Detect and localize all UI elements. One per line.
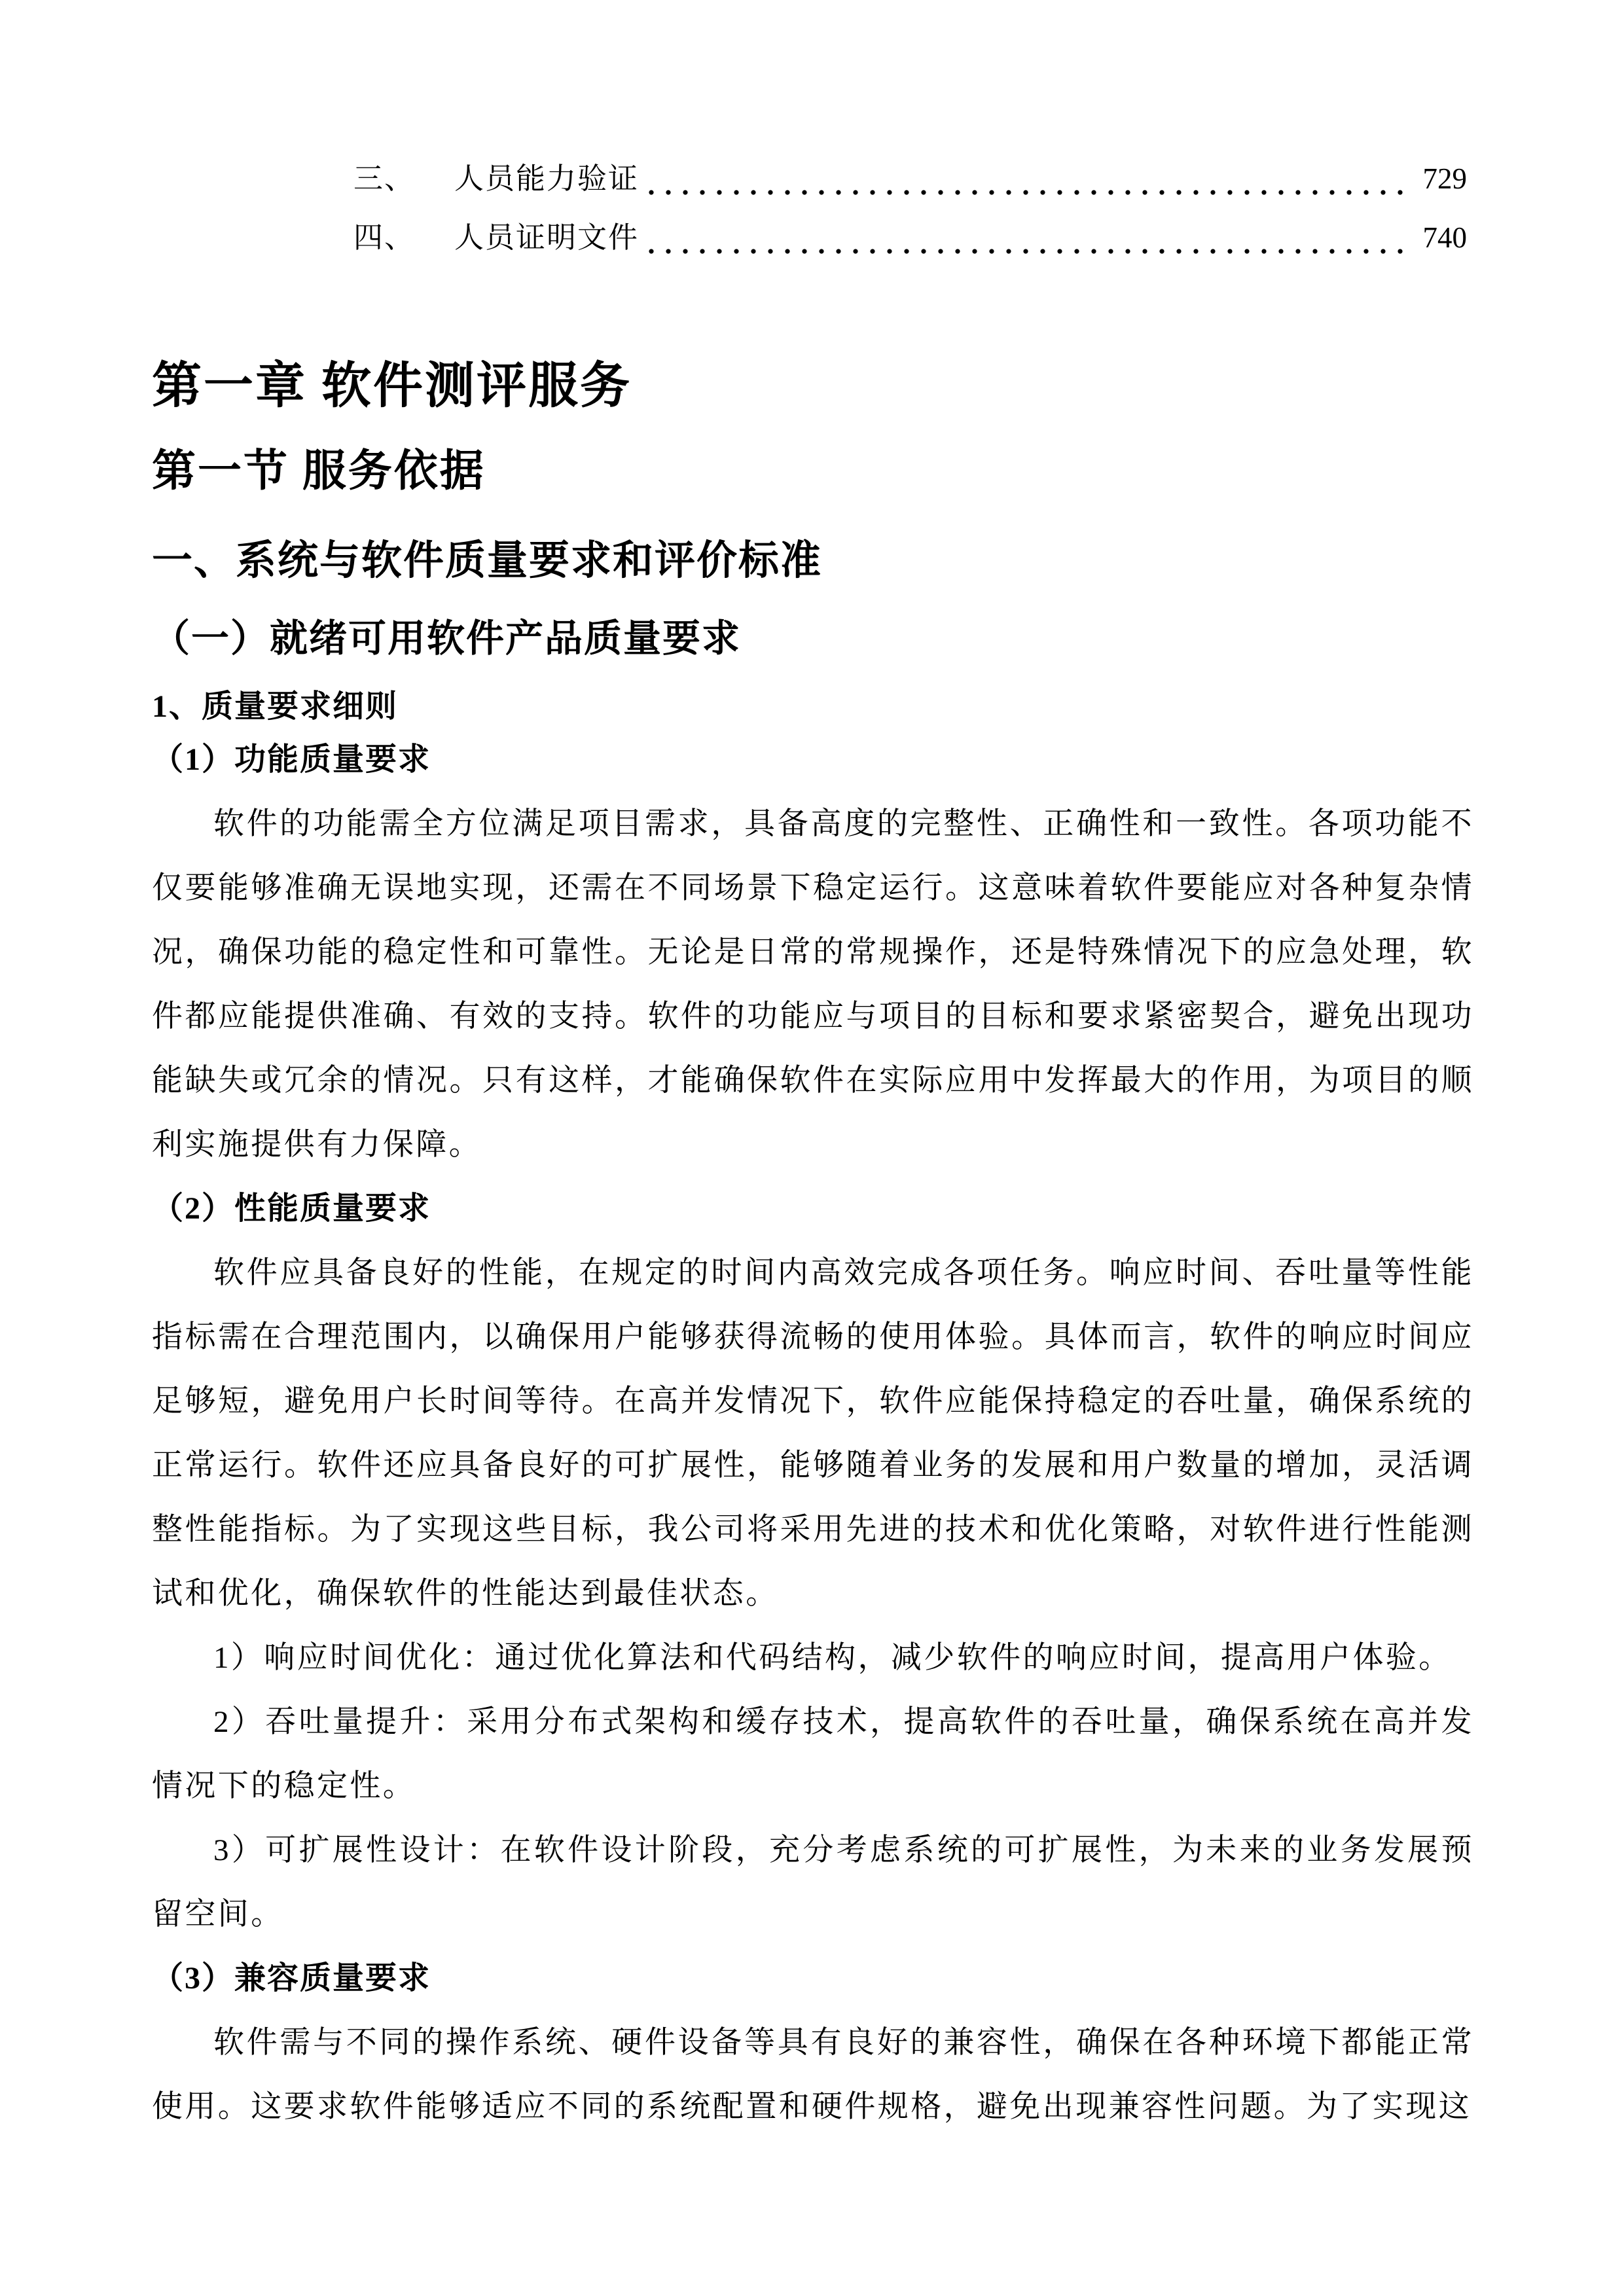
table-of-contents [353, 154, 1467, 272]
section-heading: 第一节 服务依据 [152, 447, 486, 495]
toc-dot-leader [648, 188, 1404, 196]
toc-entry-number: 三、 [353, 162, 416, 195]
paragraph-performance-quality: 软件应具备良好的性能，在规定的时间内高效完成各项任务。响应时间、吞吐量等性能指标需在合理范围内，以确保用户能够获得流畅的使用体验。具体而言，软件的响应时间应足够短，避免用户长时间等待。在高并发情况下，软件应能保持稳定的吞吐量，确保系统的正常运行。软件还应具备良好的可扩展性，能够随着业务的发展和用户数量的增加，灵活调整性能指标。为了实现这些目标，我公司将采用先进的技术和优化策略，对软件进行性能测试和优化，确保软件的性能达到最佳状态。 [152, 1256, 1474, 1611]
body-text [152, 728, 1474, 2139]
rule-heading: 1、质量要求细则 [152, 689, 399, 724]
toc-dot-leader [648, 247, 1404, 255]
subtopic-heading: （一）就绪可用软件产品质量要求 [152, 617, 742, 660]
toc-page-number: 740 [1422, 221, 1467, 254]
topic-heading: 一、系统与软件质量要求和评价标准 [152, 539, 823, 583]
toc-page-number: 729 [1422, 162, 1467, 195]
toc-entry-4[interactable] [353, 213, 1467, 272]
toc-entry-number: 四、 [353, 221, 416, 254]
sub-heading-performance-quality: （2）性能质量要求 [152, 1191, 431, 1226]
list-item-response-time: 1）响应时间优化：通过优化算法和代码结构，减少软件的响应时间，提高用户体验。 [213, 1641, 1452, 1675]
chapter-heading: 第一章 软件测评服务 [152, 359, 632, 414]
paragraph-functional-quality: 软件的功能需全方位满足项目需求，具备高度的完整性、正确性和一致性。各项功能不仅要能够准确无误地实现，还需在不同场景下稳定运行。这意味着软件要能应对各种复杂情况，确保功能的稳定性和可靠性。无论是日常的常规操作，还是特殊情况下的应急处理，软件都应能提供准确、有效的支持。软件的功能应与项目的目标和要求紧密契合，避免出现功能缺失或冗余的情况。只有这样，才能确保软件在实际应用中发挥最大的作用，为项目的顺利实施提供有力保障。 [152, 807, 1474, 1162]
toc-entry-3[interactable] [353, 154, 1467, 213]
toc-entry-title: 人员能力验证 [454, 162, 640, 195]
paragraph-compatibility-quality: 软件需与不同的操作系统、硬件设备等具有良好的兼容性，确保在各种环境下都能正常使用。这要求软件能够适应不同的系统配置和硬件规格，避免出现兼容性问题。为了实现这 [152, 2026, 1474, 2124]
sub-heading-compatibility-quality: （3）兼容质量要求 [152, 1961, 431, 1996]
sub-heading-functional-quality: （1）功能质量要求 [152, 742, 431, 777]
list-item-throughput: 2）吞吐量提升：采用分布式架构和缓存技术，提高软件的吞吐量，确保系统在高并发情况下的稳定性。 [152, 1705, 1474, 1803]
toc-entry-title: 人员证明文件 [454, 221, 640, 254]
list-item-scalability: 3）可扩展性设计：在软件设计阶段，充分考虑系统的可扩展性，为未来的业务发展预留空间。 [152, 1833, 1474, 1931]
